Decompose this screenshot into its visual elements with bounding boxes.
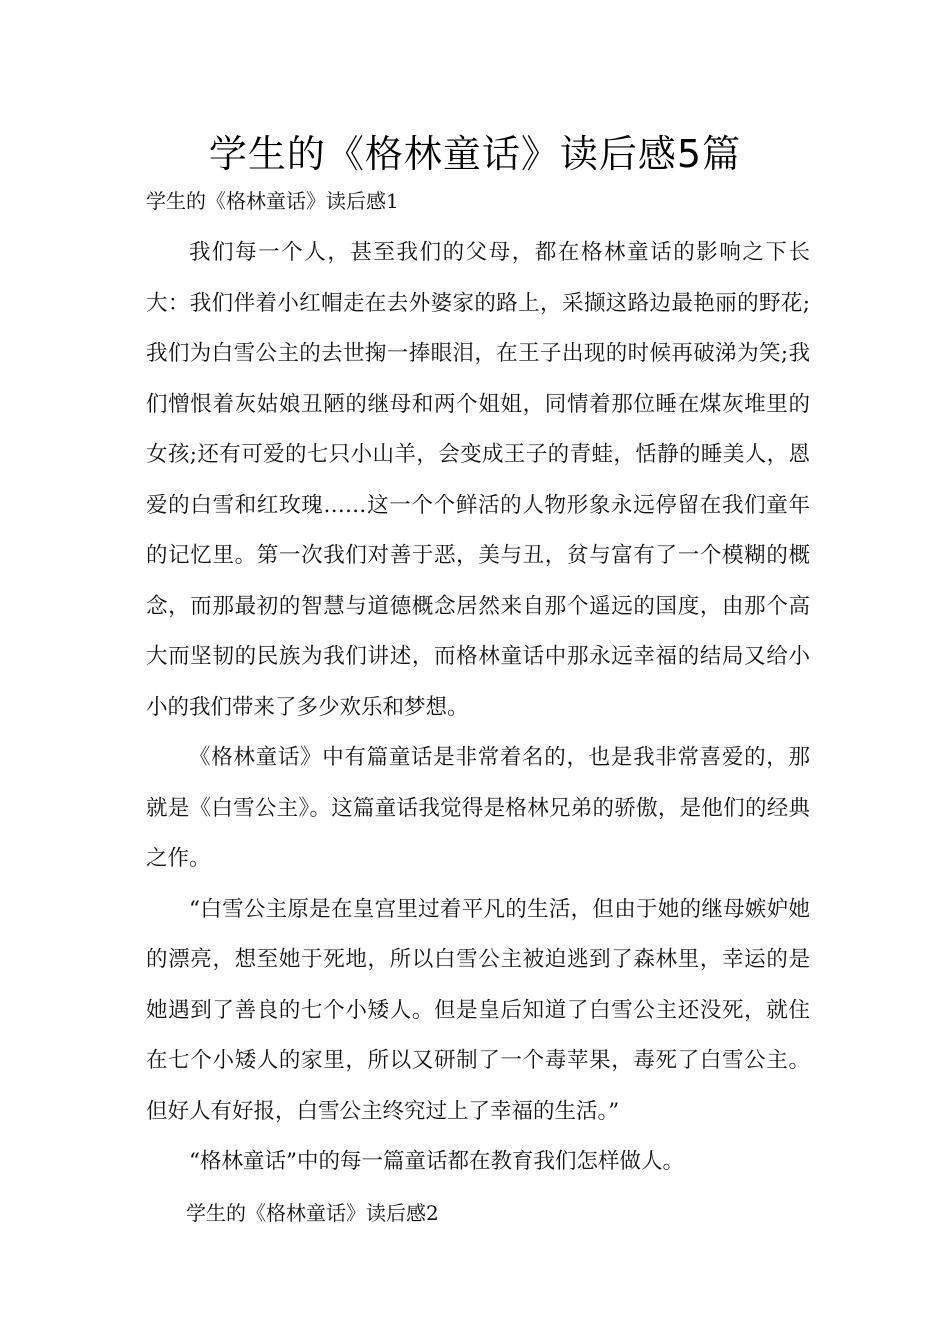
- body-paragraph: “白雪公主原是在皇宫里过着平凡的生活，但由于她的继母嫉妒她的漂亮，想至她于死地，所以白雪公主被迫逃到了森林里，幸运的是她遇到了善良的七个小矮人。但是皇后知道了白雪公主还没死，就住在七个小矮人的家里，所以又研制了一个毒苹果，毒死了白雪公主。但好人有好报，白雪公主终究过上了幸福的生活。”: [146, 896, 810, 1124]
- body-paragraph: 《格林童话》中有篇童话是非常着名的，也是我非常喜爱的，那就是《白雪公主》。这篇童话我觉得是格林兄弟的骄傲，是他们的经典之作。: [146, 745, 810, 871]
- section-heading-1: 学生的《格林童话》读后感1: [146, 189, 399, 213]
- document-body: [146, 228, 810, 1238]
- body-paragraph: 我们每一个人，甚至我们的父母，都在格林童话的影响之下长大：我们伴着小红帽走在去外婆家的路上，采撷这路边最艳丽的野花;我们为白雪公主的去世掬一捧眼泪，在王子出现的时候再破涕为笑;我们憎恨着灰姑娘丑陋的继母和两个姐姐，同情着那位睡在煤灰堆里的女孩;还有可爱的七只小山羊，会变成王子的青蛙，恬静的睡美人，恩爱的白雪和红玫瑰……这一个个鲜活的人物形象永远停留在我们童年的记忆里。第一次我们对善于恶，美与丑，贫与富有了一个模糊的概念，而那最初的智慧与道德概念居然来自那个遥远的国度，由那个高大而坚韧的民族为我们讲述，而格林童话中那永远幸福的结局又给小小的我们带来了多少欢乐和梦想。: [146, 240, 810, 720]
- body-paragraph: “格林童话”中的每一篇童话都在教育我们怎样做人。: [189, 1149, 684, 1174]
- document-title: 学生的《格林童话》读后感5篇: [208, 132, 742, 176]
- section-heading-2: 学生的《格林童话》读后感2: [186, 1200, 439, 1225]
